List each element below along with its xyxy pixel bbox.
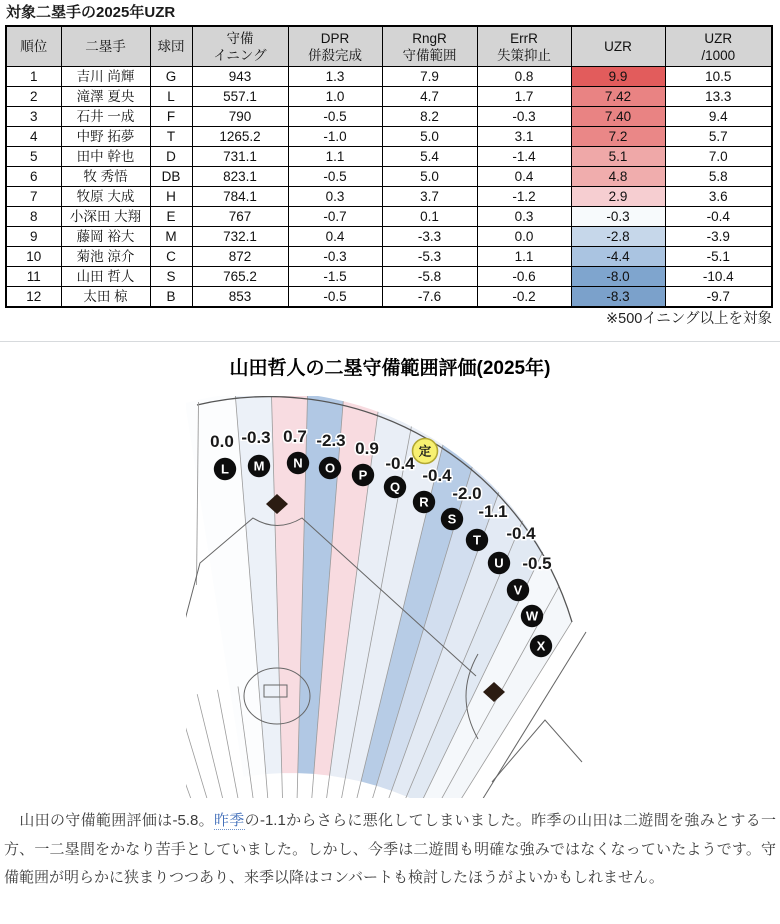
table-header-row — [6, 26, 772, 67]
zone-value-S: -2.0 — [452, 484, 482, 503]
analysis-paragraph — [4, 807, 776, 893]
zone-label-Q — [384, 476, 406, 498]
zone-label-R — [413, 491, 435, 513]
fixed-position-marker — [413, 439, 438, 464]
cell-dpr: -0.5 — [288, 287, 382, 308]
cell-uzr1000: -9.7 — [665, 287, 772, 308]
cell-rank: 1 — [6, 67, 61, 87]
zone-value-R: -0.4 — [422, 466, 452, 485]
zone-value-M: -0.3 — [241, 428, 271, 447]
cell-name: 牧原 大成 — [61, 187, 150, 207]
cell-errr: 3.1 — [477, 127, 571, 147]
cell-rank: 7 — [6, 187, 61, 207]
cell-innings: 790 — [192, 107, 288, 127]
cell-rngr: 0.1 — [382, 207, 477, 227]
cell-innings: 784.1 — [192, 187, 288, 207]
cell-rngr: -5.3 — [382, 247, 477, 267]
column-header-team: 球団 — [150, 26, 192, 67]
column-header-name: 二塁手 — [61, 26, 150, 67]
table-row — [6, 127, 772, 147]
cell-uzr1000: 9.4 — [665, 107, 772, 127]
cell-rank: 5 — [6, 147, 61, 167]
cell-name: 田中 幹也 — [61, 147, 150, 167]
cell-uzr: 7.40 — [571, 107, 665, 127]
cell-team: T — [150, 127, 192, 147]
zone-label-N — [287, 452, 309, 474]
column-header-rank: 順位 — [6, 26, 61, 67]
zone-boundary-line — [197, 694, 227, 803]
table-row — [6, 147, 772, 167]
table-row — [6, 67, 772, 87]
table-row — [6, 187, 772, 207]
cell-team: D — [150, 147, 192, 167]
cell-rngr: -7.6 — [382, 287, 477, 308]
cell-innings: 823.1 — [192, 167, 288, 187]
cell-innings: 943 — [192, 67, 288, 87]
cell-team: G — [150, 67, 192, 87]
zone-label-X — [530, 635, 552, 657]
svg-text:S: S — [447, 511, 457, 527]
zone-value-L: 0.0 — [210, 432, 234, 451]
cell-dpr: -0.7 — [288, 207, 382, 227]
cell-uzr1000: 7.0 — [665, 147, 772, 167]
section-divider — [0, 341, 780, 342]
cell-uzr: -8.0 — [571, 267, 665, 287]
cell-dpr: 1.1 — [288, 147, 382, 167]
svg-text:T: T — [473, 532, 481, 548]
table-row — [6, 167, 772, 187]
cell-uzr: 7.2 — [571, 127, 665, 147]
cell-name: 小深田 大翔 — [61, 207, 150, 227]
cell-innings: 853 — [192, 287, 288, 308]
cell-dpr: -0.3 — [288, 247, 382, 267]
cell-name: 藤岡 裕大 — [61, 227, 150, 247]
column-header-uzr: UZR — [571, 26, 665, 67]
last-season-link[interactable]: 昨季 — [213, 812, 245, 829]
table-row — [6, 207, 772, 227]
svg-text:L: L — [221, 461, 229, 477]
cell-rngr: 4.7 — [382, 87, 477, 107]
cell-team: F — [150, 107, 192, 127]
svg-text:W: W — [525, 608, 539, 624]
zone-label-L — [214, 458, 236, 480]
cell-errr: 1.1 — [477, 247, 571, 267]
cell-errr: 0.4 — [477, 167, 571, 187]
cell-uzr: 7.42 — [571, 87, 665, 107]
cell-rank: 6 — [6, 167, 61, 187]
svg-text:N: N — [293, 455, 303, 471]
cell-uzr1000: -3.9 — [665, 227, 772, 247]
zone-value-Q: -0.4 — [385, 454, 415, 473]
cell-dpr: 0.4 — [288, 227, 382, 247]
cell-uzr: 2.9 — [571, 187, 665, 207]
cell-rank: 4 — [6, 127, 61, 147]
cell-errr: -0.3 — [477, 107, 571, 127]
cell-rngr: 3.7 — [382, 187, 477, 207]
cell-rngr: 7.9 — [382, 67, 477, 87]
fan-zone-chart — [0, 380, 780, 803]
cell-uzr: -0.3 — [571, 207, 665, 227]
zone-label-P — [352, 464, 374, 486]
cell-team: S — [150, 267, 192, 287]
cell-rank: 8 — [6, 207, 61, 227]
table-row — [6, 227, 772, 247]
cell-name: 山田 哲人 — [61, 267, 150, 287]
cell-uzr1000: 5.7 — [665, 127, 772, 147]
zone-value-T: -1.1 — [478, 502, 508, 521]
table-row — [6, 107, 772, 127]
cell-errr: 1.7 — [477, 87, 571, 107]
cell-uzr: 4.8 — [571, 167, 665, 187]
zone-value-V: -0.5 — [522, 554, 552, 573]
svg-text:M: M — [253, 458, 265, 474]
zone-boundary-line — [177, 700, 213, 803]
cell-uzr1000: 10.5 — [665, 67, 772, 87]
cell-rank: 12 — [6, 287, 61, 308]
cell-uzr: -4.4 — [571, 247, 665, 267]
paragraph-text-post: の-1.1からさらに悪化してしまいました。昨季の山田は二遊間を強みとする一方、一二塁間をかなり苦手としていました。しかし、今季は二遊間も明確な強みではなくなっていたようです。守備範囲が明らかに狭まりつつあり、来季以降はコンバートも検討したほうがよいかもしれません。 — [4, 812, 776, 886]
cell-dpr: 0.3 — [288, 187, 382, 207]
column-header-errr: ErrR 失策抑止 — [477, 26, 571, 67]
zone-value-N: 0.7 — [283, 427, 307, 446]
cell-errr: -1.2 — [477, 187, 571, 207]
cell-errr: 0.3 — [477, 207, 571, 227]
cell-team: M — [150, 227, 192, 247]
table-row — [6, 287, 772, 308]
paragraph-text-pre: 山田の守備範囲評価は-5.8。 — [4, 812, 214, 829]
column-header-dpr: DPR 併殺完成 — [288, 26, 382, 67]
cell-uzr: -8.3 — [571, 287, 665, 308]
cell-innings: 1265.2 — [192, 127, 288, 147]
cell-rank: 9 — [6, 227, 61, 247]
cell-team: L — [150, 87, 192, 107]
svg-text:V: V — [513, 582, 523, 598]
zone-label-V — [507, 579, 529, 601]
table-note: ※500イニング以上を対象 — [606, 311, 772, 327]
cell-team: B — [150, 287, 192, 308]
cell-uzr: -2.8 — [571, 227, 665, 247]
table-title: 対象二塁手の2025年UZR — [6, 4, 176, 21]
column-header-uzr1000: UZR /1000 — [665, 26, 772, 67]
table-row — [6, 267, 772, 287]
cell-name: 中野 拓夢 — [61, 127, 150, 147]
cell-uzr1000: 3.6 — [665, 187, 772, 207]
cell-uzr1000: -0.4 — [665, 207, 772, 227]
cell-uzr1000: -10.4 — [665, 267, 772, 287]
uzr-table — [5, 25, 773, 308]
cell-rank: 10 — [6, 247, 61, 267]
zone-value-U: -0.4 — [506, 524, 536, 543]
column-header-rngr: RngR 守備範囲 — [382, 26, 477, 67]
cell-innings: 767 — [192, 207, 288, 227]
cell-dpr: 1.0 — [288, 87, 382, 107]
cell-innings: 557.1 — [192, 87, 288, 107]
chart-title: 山田哲人の二塁守備範囲評価(2025年) — [229, 358, 551, 379]
cell-uzr1000: 5.8 — [665, 167, 772, 187]
svg-text:U: U — [494, 555, 504, 571]
svg-text:R: R — [419, 494, 429, 510]
cell-dpr: -0.5 — [288, 107, 382, 127]
cell-team: H — [150, 187, 192, 207]
cell-uzr: 5.1 — [571, 147, 665, 167]
cell-dpr: -1.0 — [288, 127, 382, 147]
cell-errr: 0.8 — [477, 67, 571, 87]
cell-name: 石井 一成 — [61, 107, 150, 127]
svg-text:O: O — [324, 460, 336, 476]
cell-team: DB — [150, 167, 192, 187]
svg-text:Q: Q — [389, 479, 401, 495]
cell-innings: 872 — [192, 247, 288, 267]
cell-name: 吉川 尚輝 — [61, 67, 150, 87]
cell-uzr1000: 13.3 — [665, 87, 772, 107]
cell-rngr: 5.0 — [382, 127, 477, 147]
cell-rngr: -5.8 — [382, 267, 477, 287]
svg-text:定: 定 — [418, 444, 432, 459]
zone-label-S — [441, 508, 463, 530]
cell-rank: 3 — [6, 107, 61, 127]
svg-text:P: P — [358, 467, 368, 483]
cell-rngr: 5.0 — [382, 167, 477, 187]
zone-value-P: 0.9 — [355, 439, 379, 458]
zone-label-W — [521, 605, 543, 627]
cell-team: C — [150, 247, 192, 267]
cell-name: 菊池 涼介 — [61, 247, 150, 267]
cell-name: 滝澤 夏央 — [61, 87, 150, 107]
cell-dpr: -0.5 — [288, 167, 382, 187]
svg-text:X: X — [536, 638, 546, 654]
cell-team: E — [150, 207, 192, 227]
cell-rngr: -3.3 — [382, 227, 477, 247]
cell-innings: 765.2 — [192, 267, 288, 287]
cell-dpr: -1.5 — [288, 267, 382, 287]
cell-rngr: 8.2 — [382, 107, 477, 127]
cell-rngr: 5.4 — [382, 147, 477, 167]
cell-innings: 731.1 — [192, 147, 288, 167]
column-header-innings: 守備 イニング — [192, 26, 288, 67]
cell-innings: 732.1 — [192, 227, 288, 247]
cell-rank: 11 — [6, 267, 61, 287]
table-row — [6, 87, 772, 107]
zone-label-U — [488, 552, 510, 574]
table-row — [6, 247, 772, 267]
zone-value-O: -2.3 — [316, 431, 346, 450]
cell-errr: -0.6 — [477, 267, 571, 287]
cell-errr: -1.4 — [477, 147, 571, 167]
cell-errr: -0.2 — [477, 287, 571, 308]
zone-label-O — [319, 457, 341, 479]
cell-dpr: 1.3 — [288, 67, 382, 87]
cell-name: 太田 椋 — [61, 287, 150, 308]
cell-name: 牧 秀悟 — [61, 167, 150, 187]
cell-errr: 0.0 — [477, 227, 571, 247]
zone-label-M — [248, 455, 270, 477]
cell-uzr1000: -5.1 — [665, 247, 772, 267]
zone-label-T — [466, 529, 488, 551]
cell-uzr: 9.9 — [571, 67, 665, 87]
cell-rank: 2 — [6, 87, 61, 107]
